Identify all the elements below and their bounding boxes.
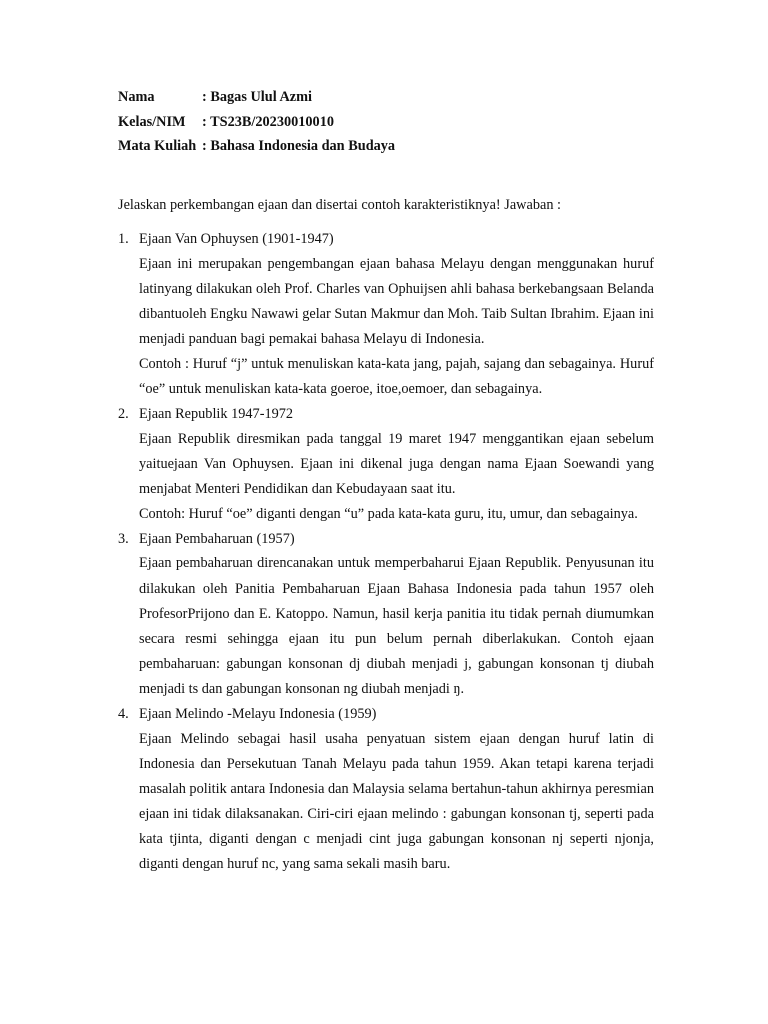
item-example: Contoh : Huruf “j” untuk menuliskan kata-kata jang, pajah, sajang dan sebagainya. Huruf “oe” untuk menuliskan kata-kata goeroe, itoe,oemoer, dan sebagainya. [139,355,654,397]
header-row-nama [118,85,395,110]
item-number: 1. [118,231,129,247]
item-title: Ejaan Van Ophuysen (1901-1947) [139,231,334,247]
list-item [118,227,654,402]
header-label: Nama [118,89,155,105]
item-paragraph: Ejaan Republik diresmikan pada tanggal 19 maret 1947 menggantikan ejaan sebelum yaituejaan Van Ophuysen. Ejaan ini dikenal juga dengan nama Ejaan Soewandi yang menjabat Menteri Pendidikan dan Kebudayaan saat itu. [139,430,654,497]
header-value: : Bagas Ulul Azmi [202,89,313,105]
header-value: : Bahasa Indonesia dan Budaya [202,138,396,154]
item-heading [118,702,654,727]
question-text: Jelaskan perkembangan ejaan dan disertai contoh karakteristiknya! Jawaban : [118,197,562,213]
item-number: 2. [118,406,129,423]
item-title: Ejaan Republik 1947-1972 [139,406,294,423]
header-row-mata-kuliah [118,134,395,159]
item-paragraph: Ejaan Melindo sebagai hasil usaha penyatuan sistem ejaan dengan huruf latin di Indonesia dan Persekutuan Tanah Melayu pada tahun 1959. Akan tetapi karena terjadi masalah politik antara Indonesia dan Malaysia selama bertahun-tahun akhirnya peresmian ejaan ini tidak dilaksanakan. Ciri-ciri ejaan melindo : gabungan konsonan tj, seperti pada kata tjinta, diganti dengan c menjadi cint juga gabungan konsonan nj seperti njonja, diganti dengan huruf nc, yang sama sekali masih baru. [139,730,654,872]
header-value: : TS23B/20230010010 [202,113,335,130]
item-number: 3. [118,530,129,547]
item-title: Ejaan Pembaharuan (1957) [139,530,295,547]
item-number: 4. [118,706,129,722]
list-item [118,702,654,877]
item-heading [118,527,654,552]
item-paragraph: Ejaan ini merupakan pengembangan ejaan bahasa Melayu dengan menggunakan huruf latinyang dilakukan oleh Prof. Charles van Ophuijsen ahli bahasa berkebangsaan Belanda dibantuoleh Engku Nawawi gelar Sutan Makmur dan Moh. Taib Sultan Ibrahim. Ejaan ini menjadi panduan bagi pemakai bahasa Melayu di Indonesia. [139,255,654,347]
item-paragraph: Ejaan pembaharuan direncanakan untuk memperbaharui Ejaan Republik. Penyusunan itu dilakukan oleh Panitia Pembaharuan Ejaan Bahasa Indonesia pada tahun 1957 oleh ProfesorPrijono dan E. Katoppo. Namun, hasil kerja panitia itu tidak pernah diumumkan secara resmi sehingga ejaan itu pun belum pernah diberlakukan. Contoh ejaan pembaharuan: gabungan konsonan dj diubah menjadi j, gabungan konsonan tj diubah menjadi ts dan gabungan konsonan ng diubah menjadi ŋ. [139,555,654,697]
item-example: Contoh: Huruf “oe” diganti dengan “u” pada kata-kata guru, itu, umur, dan sebagainya. [139,505,638,522]
answer-list [118,227,654,877]
list-item [118,527,654,702]
item-heading [118,227,654,252]
item-title: Ejaan Melindo -Melayu Indonesia (1959) [139,706,377,722]
header-label: Kelas/NIM [118,113,186,130]
item-heading [118,402,654,427]
student-info-header [118,85,395,159]
header-label: Mata Kuliah [118,138,197,154]
list-item [118,402,654,527]
header-row-kelas [118,110,395,135]
